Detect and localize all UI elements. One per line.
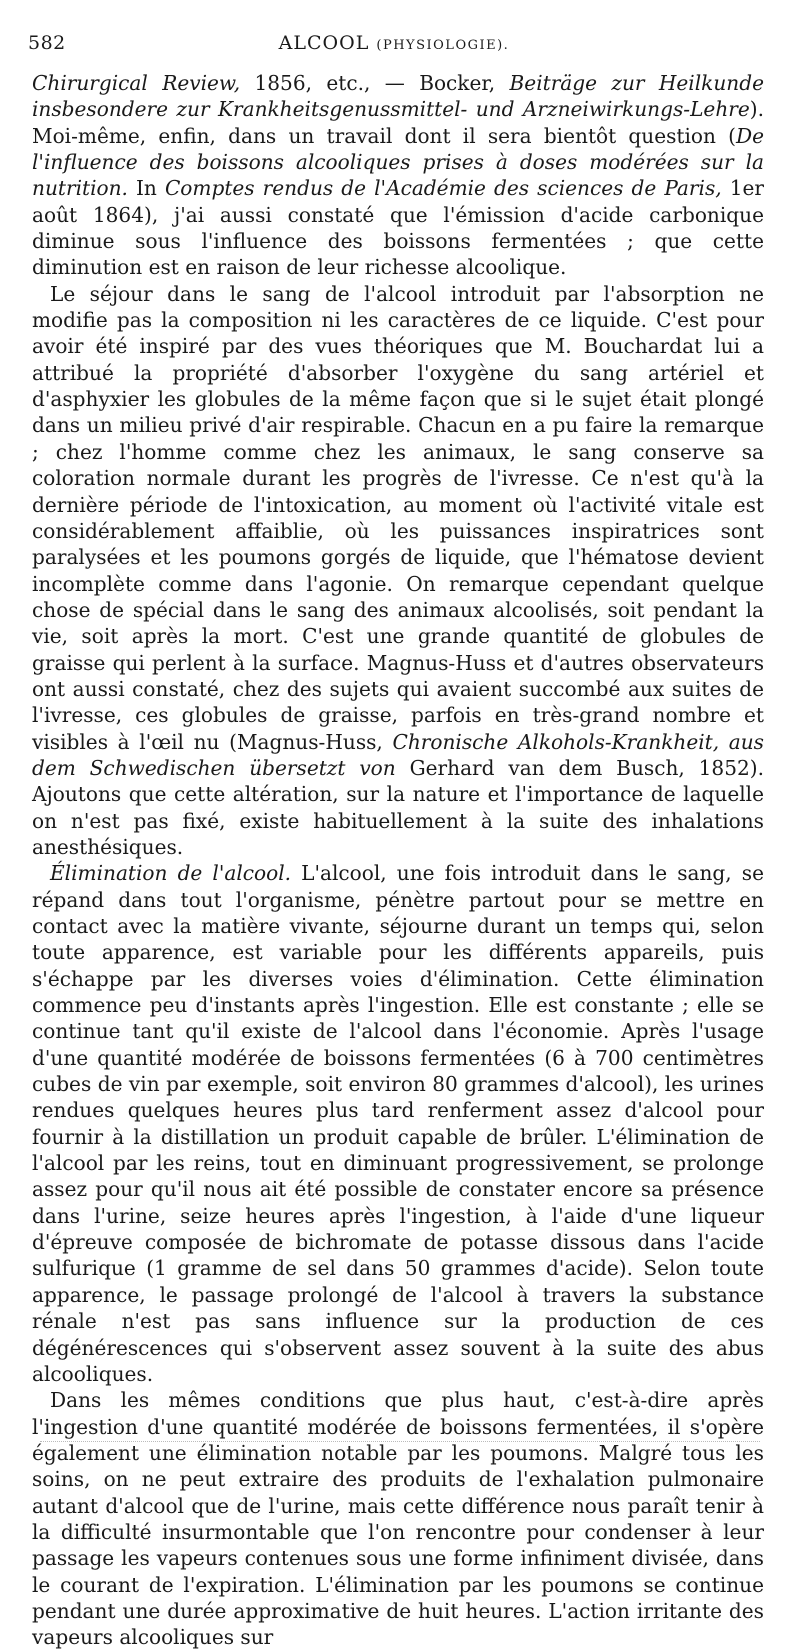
- paragraph-text: Dans les mêmes conditions que plus haut, c'est-à-dire après l'ingestion d'une quantité modérée de boissons fermentées, il s'opère également une élimination notable par les poumons. Malgré tous les soins, on ne peut extraire des produits de l'exhalation pulmonaire autant d'alcool que de l'urine, mais cette différence nous paraît tenir à la difficulté insurmontable que l'on rencontre pour condenser à leur passage les vapeurs contenues sous une forme infiniment divisée, dans le courant de l'expiration. L'élimination par les poumons se continue pendant une durée approximative de huit heures. L'action irritante des vapeurs alcooliques sur: [32, 1388, 764, 1650]
- running-subtitle: (PHYSIOLOGIE).: [376, 38, 510, 53]
- running-title: ALCOOL: [278, 32, 370, 54]
- paragraph-text: Le séjour dans le sang de l'alcool introduit par l'absorption ne modifie pas la composition ni les caractères de ce liquide. C'est pour avoir été inspiré par des vues théoriques que M. Bouchardat lui a attribué la propriété d'absorber l'oxygène du sang artériel et d'asphyxier les globules de la même façon que si le sujet était plongé dans un milieu privé d'air respirable. Chacun en a pu faire la remarque ; chez l'homme comme chez les animaux, le sang conserve sa coloration normale durant les progrès de l'ivresse. Ce n'est qu'à la dernière période de l'intoxication, au moment où l'activité vitale est considérablement affaiblie, où les puissances inspiratrices sont paralysées et les poumons gorgés de liquide, que l'hématose devient incomplète comme dans l'agonie. On remarque cependant quelque chose de spécial dans le sang des animaux alcoolisés, soit pendant la vie, soit après la mort. C'est une grande quantité de globules de graisse qui perlent à la surface. Magnus-Huss et d'autres observateurs ont aussi constaté, chez des sujets qui avaient succombé aux suites de l'ivresse, ces globules de graisse, parfois en très-grand nombre et visibles à l'œil nu (Magnus-Huss,: [32, 281, 764, 754]
- paragraph: [32, 70, 764, 281]
- page-header: [28, 32, 760, 60]
- italic-text: Chronische Alkohols-Krankheit, aus dem Schwedischen übersetzt von: [32, 729, 764, 780]
- page-number: 582: [28, 32, 66, 54]
- italic-text: Beiträge zur Heilkunde insbesondere zur Krankheitsgenussmittel- und Arzneiwirkungs-Lehre: [32, 71, 764, 122]
- italic-text: De l'influence des boissons alcooliques prises à doses modérées sur la nutrition.: [32, 123, 764, 201]
- paragraph: [32, 1387, 764, 1650]
- italic-text: Comptes rendus de l'Académie des sciences de Paris,: [164, 176, 722, 201]
- paragraph-text: In: [127, 176, 165, 201]
- paragraph-text: ). Moi-même, enfin, dans un travail dont il sera bientôt question (: [32, 97, 764, 148]
- paragraph-text: 1er août 1864), j'ai aussi constaté que l'émission d'acide carbonique diminue sous l'influence des boissons fermentées ; que cette diminution est en raison de leur richesse alcoolique.: [32, 176, 765, 280]
- paragraph-text: 1856, etc., — Bocker,: [240, 71, 510, 95]
- paragraph-text: Gerhard van dem Busch, 1852). Ajoutons que cette altération, sur la nature et l'importance de laquelle on n'est pas fixé, existe habituellement à la suite des inhalations anesthésiques.: [32, 755, 765, 859]
- italic-text: Élimination de l'alcool.: [50, 861, 292, 886]
- paragraph: [32, 860, 764, 1387]
- body-text: [32, 70, 764, 1651]
- running-head: [28, 32, 760, 54]
- italic-text: Chirurgical Review,: [32, 71, 241, 95]
- paragraph-text: L'alcool, une fois introduit dans le sang, se répand dans tout l'organisme, pénètre partout pour se mettre en contact avec la matière vivante, séjourne durant un temps qui, selon toute apparence, est variable pour les différents appareils, puis s'échappe par les diverses voies d'élimination. Cette élimination commence peu d'instants après l'ingestion. Elle est constante ; elle se continue tant qu'il existe de l'alcool dans l'économie. Après l'usage d'une quantité modérée de boissons fermentées (6 à 700 centimètres cubes de vin par exemple, soit environ 80 grammes d'alcool), les urines rendues quelques heures plus tard renferment assez d'alcool pour fournir à la distillation un produit capable de brûler. L'élimination de l'alcool par les reins, tout en diminuant progressivement, se prolonge assez pour qu'il nous ait été possible de constater encore sa présence dans l'urine, seize heures après l'ingestion, à l'aide d'une liqueur d'épreuve composée de bichromate de potasse dissous dans l'acide sulfurique (1 gramme de sel dans 50 grammes d'acide). Selon toute apparence, le passage prolongé de l'alcool à travers la substance rénale n'est pas sans influence sur la production de ces dégénérescences qui s'observent assez souvent à la suite des abus alcooliques.: [32, 861, 764, 1386]
- paragraph: [32, 281, 764, 861]
- footer-rule: [40, 1441, 760, 1442]
